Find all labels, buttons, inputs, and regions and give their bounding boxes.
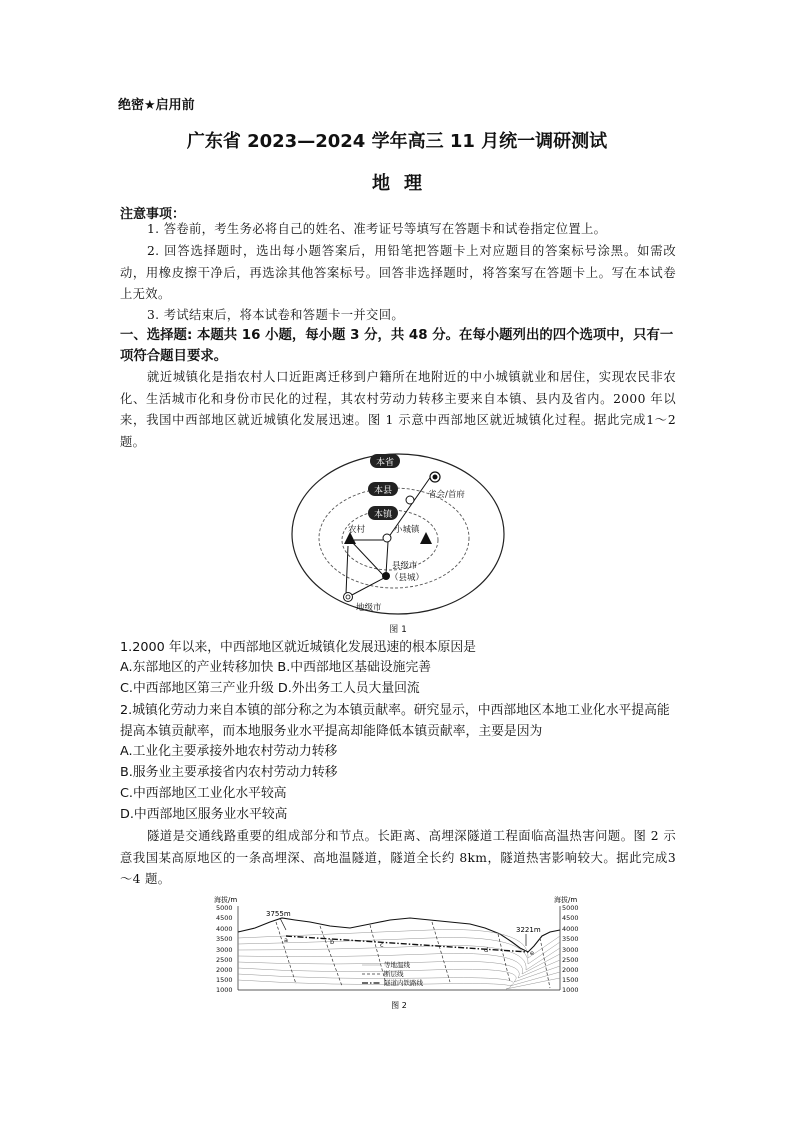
tick-right-3500: 3500 [562,935,579,943]
question-1-stem: 1.2000 年以来，中西部地区就近城镇化发展迅速的根本原因是 [120,640,476,655]
peak-left-label: 3755m [266,910,291,918]
prefecture-node-inner [346,595,350,599]
question-2-option-a: A.工业化主要承接外地农村劳动力转移 [120,744,338,759]
prefecture-label: 地级市 [356,603,382,613]
tick-left-1500: 1500 [216,976,233,984]
point-a: a [284,936,288,944]
arrow-village-county [352,542,384,576]
figure-2-profile [210,892,588,1014]
tick-left-3500: 3500 [216,935,233,943]
town-label: 本镇 [373,510,393,520]
point-c: c [380,941,384,949]
tick-right-5000: 5000 [562,904,579,912]
village-label: 农村 [348,525,366,535]
tick-right-1500: 1500 [562,976,579,984]
question-2-stem: 2.城镇化劳动力来自本镇的部分称之为本镇贡献率。研究显示，中西部地区本地工业化水平提高能提高本镇贡献率，而本地服务业水平提高却能降低本镇贡献率，主要是因为 [120,703,670,739]
terrain-surface [238,918,560,952]
point-e: e [530,949,534,957]
notice-heading: 注意事项： [120,207,186,222]
legend-railway: 隧道内铁路线 [384,979,423,987]
point-b: b [330,938,335,946]
tick-right-4000: 4000 [562,925,579,933]
capital-label: 省会/首府 [428,490,465,500]
passage-1: 就近城镇化是指农村人口近距离迁移到户籍所在地附近的中小城镇就业和居住，实现农民非农化、生活城市化和身份市民化的过程，其农村劳动力转移主要来自本镇、县内及省内。2000 年以来，我国中西部地区就近城镇化发展迅速。图 1 示意中西部地区就近城镇化过程。据此完成1～2 题。 [120,370,676,449]
county-label: 本县 [373,486,393,496]
question-2-option-b: B.服务业主要承接省内农村劳动力转移 [120,765,338,780]
question-1-options-cd: C.中西部地区第三产业升级 D.外出务工人员大量回流 [120,681,420,696]
question-2-option-c: C.中西部地区工业化水平较高 [120,786,287,801]
tick-left-2500: 2500 [216,956,233,964]
exam-title: 广东省 2023—2024 学年高三 11 月统一调研测试 [186,131,608,152]
tick-right-3000: 3000 [562,946,579,954]
tick-right-1000: 1000 [562,986,579,994]
town-node [406,496,414,504]
tick-right-4500: 4500 [562,914,579,922]
figure-1-caption: 图 1 [389,625,407,635]
small-town-node [383,534,391,542]
peak-right-label: 3221m [516,926,541,934]
passage-2: 隧道是交通线路重要的组成部分和节点。长距离、高埋深隧道工程面临高温热害问题。图 2 示意我国某高原地区的一条高埋深、高地温隧道，隧道全长约 8km，隧道热害影响较大。据此完成3～4 题。 [120,829,676,886]
axis-label-right: 海拔/m [554,896,578,904]
tick-left-3000: 3000 [216,946,233,954]
legend [362,960,424,987]
secret-mark: 绝密★启用前 [118,98,195,113]
axis-label-left: 海拔/m [214,896,238,904]
notice-item-2: 2. 回答选择题时，选出每小题答案后，用铅笔把答题卡上对应题目的答案标号涂黑。如需改动，用橡皮擦干净后，再选涂其他答案标号。回答非选择题时，将答案写在答题卡上。写在本试卷上无效。 [120,244,676,301]
tick-right-2000: 2000 [562,966,579,974]
county-city-node [382,572,390,580]
question-2-option-d: D.中西部地区服务业水平较高 [120,807,288,822]
question-1-options-ab: A.东部地区的产业转移加快 B.中西部地区基础设施完善 [120,660,432,675]
village-node-right [420,532,432,544]
figure-2-caption: 图 2 [391,1001,407,1010]
notice-item-3: 3. 考试结束后，将本试卷和答题卡一并交回。 [147,308,404,322]
county-city-label-1: 县级市 [392,561,418,571]
tick-left-5000: 5000 [216,904,233,912]
small-town-label: 小城镇 [394,525,420,535]
arrow-town-county [386,542,388,574]
section-heading: 一、选择题: 本题共 16 小题，每小题 3 分，共 48 分。在每小题列出的四个选项中，只有一项符合题目要求。 [120,328,674,364]
subject-title: 地理 [372,173,436,194]
county-city-label-2: （县城） [390,573,425,583]
capital-node-inner [433,475,438,480]
tick-left-4500: 4500 [216,914,233,922]
tick-left-4000: 4000 [216,925,233,933]
point-d: d [484,946,489,954]
legend-fault: 断层线 [384,970,404,978]
legend-isotherm: 等地温线 [384,961,410,969]
tick-left-2000: 2000 [216,966,233,974]
tick-right-2500: 2500 [562,956,579,964]
tick-left-1000: 1000 [216,986,233,994]
notice-item-1: 1. 答卷前，考生务必将自己的姓名、准考证号等填写在答题卡和试卷指定位置上。 [147,222,607,236]
arrow-village-prefecture [346,546,348,594]
province-label: 本省 [375,458,395,468]
arrow-county-prefecture [350,578,384,596]
figure-1-diagram [288,450,508,636]
tunnel-railway [286,936,528,952]
